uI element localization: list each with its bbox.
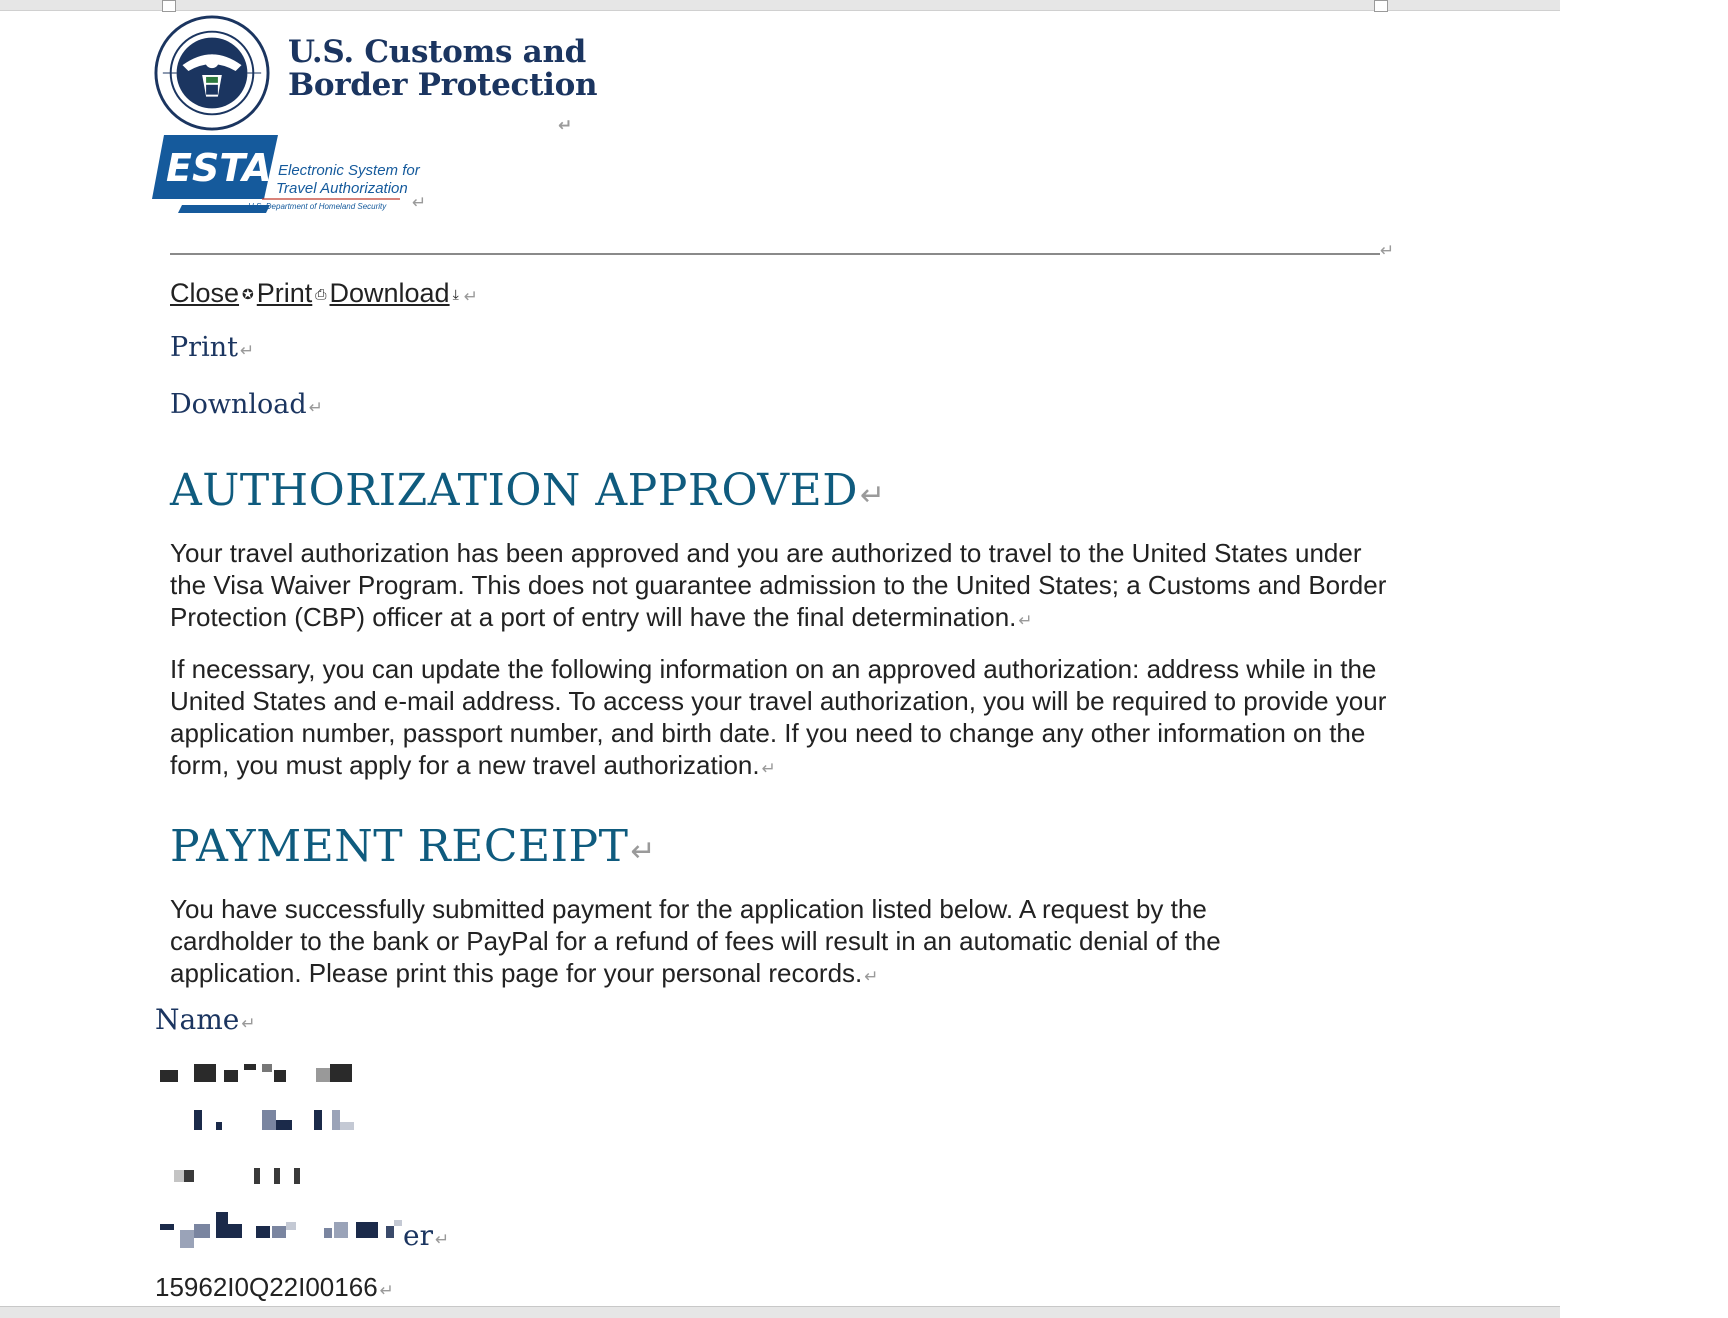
header-divider <box>170 253 1380 255</box>
authorization-paragraph-2-text: If necessary, you can update the following information on an approved authorization: address while in the United States and e-mail address. To access your travel authorization, you will be required to provide your application number, passport number, and birth date. If you need to change any other information on the form, you must apply for a new travel authorization. <box>170 654 1387 780</box>
esta-line3: U.S. Department of Homeland Security <box>248 202 387 211</box>
partial-field-label <box>403 1219 449 1252</box>
agency-title <box>288 34 598 136</box>
page-gutter <box>1560 0 1728 1317</box>
paragraph-mark-icon: ↵ <box>630 834 657 869</box>
print-heading-text[interactable]: Print <box>170 332 238 363</box>
application-number-text: 15962I0Q22I00166 <box>155 1272 378 1302</box>
authorization-heading-text: AUTHORIZATION APPROVED <box>170 465 858 516</box>
authorization-paragraph-1 <box>170 537 1400 637</box>
top-ruler <box>0 0 1560 11</box>
partial-field-label-text: er <box>403 1219 433 1252</box>
printer-icon[interactable]: ⎙ <box>315 286 327 302</box>
name-label <box>155 1003 256 1036</box>
application-number <box>155 1272 394 1303</box>
paragraph-mark-icon: ↵ <box>463 287 479 307</box>
paragraph-mark-icon: ↵ <box>379 1281 394 1301</box>
redacted-label <box>160 1212 408 1252</box>
payment-paragraph <box>170 893 1310 993</box>
paragraph-mark-icon: ↵ <box>239 341 255 361</box>
esta-logo <box>152 133 422 213</box>
paragraph-mark-icon: ↵ <box>434 1230 450 1250</box>
paragraph-mark-icon: ↵ <box>1380 241 1395 261</box>
paragraph-mark-icon: ↵ <box>1018 611 1033 631</box>
agency-title-line1: U.S. Customs and <box>288 34 587 70</box>
right-indent-marker[interactable] <box>1374 0 1388 12</box>
paragraph-mark-icon: ↵ <box>558 116 572 136</box>
esta-line1: Electronic System for <box>278 162 420 179</box>
download-link[interactable]: Download <box>329 278 450 308</box>
close-circle-icon[interactable]: ✪ <box>242 286 254 302</box>
redacted-name-value <box>160 1064 370 1086</box>
payment-paragraph-text: You have successfully submitted payment for the application listed below. A request by the cardholder to the bank or PayPal for a refund of fees will result in an automatic denial of the application. Please print this page for your personal records. <box>170 894 1221 988</box>
redacted-field-value-2 <box>170 1168 310 1186</box>
print-heading-link[interactable] <box>170 332 254 363</box>
download-heading-text[interactable]: Download <box>170 389 307 420</box>
left-indent-marker[interactable] <box>162 0 176 12</box>
name-label-text: Name <box>155 1003 240 1036</box>
paragraph-mark-icon: ↵ <box>864 967 879 987</box>
paragraph-mark-icon: ↵ <box>761 759 776 779</box>
authorization-paragraph-2 <box>170 653 1400 785</box>
dhs-seal-icon <box>153 14 271 132</box>
authorization-paragraph-1-text: Your travel authorization has been approved and you are authorized to travel to the United States under the Visa Waiver Program. This does not guarantee admission to the United States; a Customs and Border Protection (CBP) officer at a port of entry will have the final determination. <box>170 538 1387 632</box>
agency-title-line2: Border Protection <box>288 67 598 103</box>
paragraph-mark-icon: ↵ <box>412 193 427 213</box>
esta-wordmark: ESTA <box>166 146 272 190</box>
payment-heading-text: PAYMENT RECEIPT <box>170 821 629 872</box>
payment-heading <box>170 821 656 872</box>
action-toolbar <box>170 278 478 309</box>
paragraph-mark-icon: ↵ <box>241 1014 256 1034</box>
download-heading-link[interactable] <box>170 389 323 420</box>
paragraph-mark-icon: ↵ <box>308 398 323 418</box>
print-link[interactable]: Print <box>256 278 313 308</box>
bottom-status-strip <box>0 1306 1560 1318</box>
download-icon[interactable]: ⤓ <box>452 286 459 302</box>
paragraph-mark-icon: ↵ <box>859 478 886 513</box>
redacted-field-value-1 <box>190 1110 370 1132</box>
authorization-heading <box>170 465 886 516</box>
close-link[interactable]: Close <box>170 278 240 308</box>
esta-line2: Travel Authorization <box>276 180 408 197</box>
